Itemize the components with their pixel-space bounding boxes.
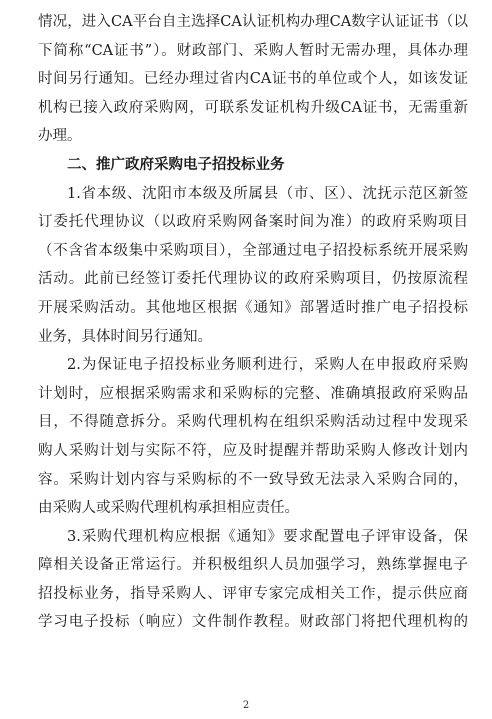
item-1-paragraph	[38, 180, 468, 352]
intro-line-2: 下简称“CA证书”）。财政部门、采购人暂时无需办理，具体办理	[38, 42, 468, 59]
item-3-line-1: 3.采购代理机构应根据《通知》要求配置电子评审设备，保	[67, 528, 468, 545]
item-1-line-4: 活动。此前已经签订委托代理协议的政府采购项目，仍按原流程	[38, 271, 468, 288]
item-2-line-5: 容。采购计划内容与采购标的不一致导致无法录入采购合同的，	[38, 471, 468, 488]
page-number: 2	[242, 700, 250, 711]
item-3-paragraph	[38, 523, 468, 637]
intro-line-5: 办理。	[38, 128, 82, 145]
item-1-line-2: 订委托代理协议（以政府采购网备案时间为准）的政府采购项目	[38, 214, 468, 231]
item-2-line-4: 购人采购计划与实际不符，应及时提醒并帮助采购人修改计划内	[38, 442, 468, 459]
intro-paragraph	[38, 8, 468, 151]
item-2-line-3: 目，不得随意拆分。采购代理机构在组织采购活动过程中发现采	[38, 414, 468, 431]
intro-line-4: 机构已接入政府采购网，可联系发证机构升级CA证书，无需重新	[38, 99, 468, 116]
item-1-line-1: 1.省本级、沈阳市本级及所属县（市、区）、沈抚示范区新签	[67, 185, 468, 202]
item-2-line-2: 计划时，应根据采购需求和采购标的完整、准确填报政府采购品	[38, 385, 468, 402]
item-3-line-2: 障相关设备正常运行。并积极组织人员加强学习，熟练掌握电子	[38, 557, 468, 574]
item-2-line-1: 2.为保证电子招投标业务顺利进行，采购人在申报政府采购	[67, 357, 468, 374]
item-2-paragraph	[38, 351, 468, 523]
intro-line-1: 情况，进入CA平台自主选择CA认证机构办理CA数字认证证书（以	[38, 14, 468, 30]
item-3-line-4: 学习电子投标（响应）文件制作教程。财政部门将把代理机构的	[38, 614, 468, 631]
item-1-line-6: 业务，具体时间另行通知。	[38, 328, 212, 345]
section-heading: 二、推广政府采购电子招投标业务	[67, 156, 285, 173]
item-1-line-5: 开展采购活动。其他地区根据《通知》部署适时推广电子招投标	[38, 299, 468, 316]
document-body	[38, 8, 468, 637]
intro-line-3: 时间另行通知。已经办理过省内CA证书的单位或个人，如该发证	[38, 71, 468, 88]
item-1-line-3: （不含省本级集中采购项目），全部通过电子招投标系统开展采购	[38, 242, 468, 259]
item-2-line-6: 由采购人或采购代理机构承担相应责任。	[38, 500, 299, 517]
item-3-line-3: 招投标业务，指导采购人、评审专家完成相关工作，提示供应商	[38, 585, 468, 602]
